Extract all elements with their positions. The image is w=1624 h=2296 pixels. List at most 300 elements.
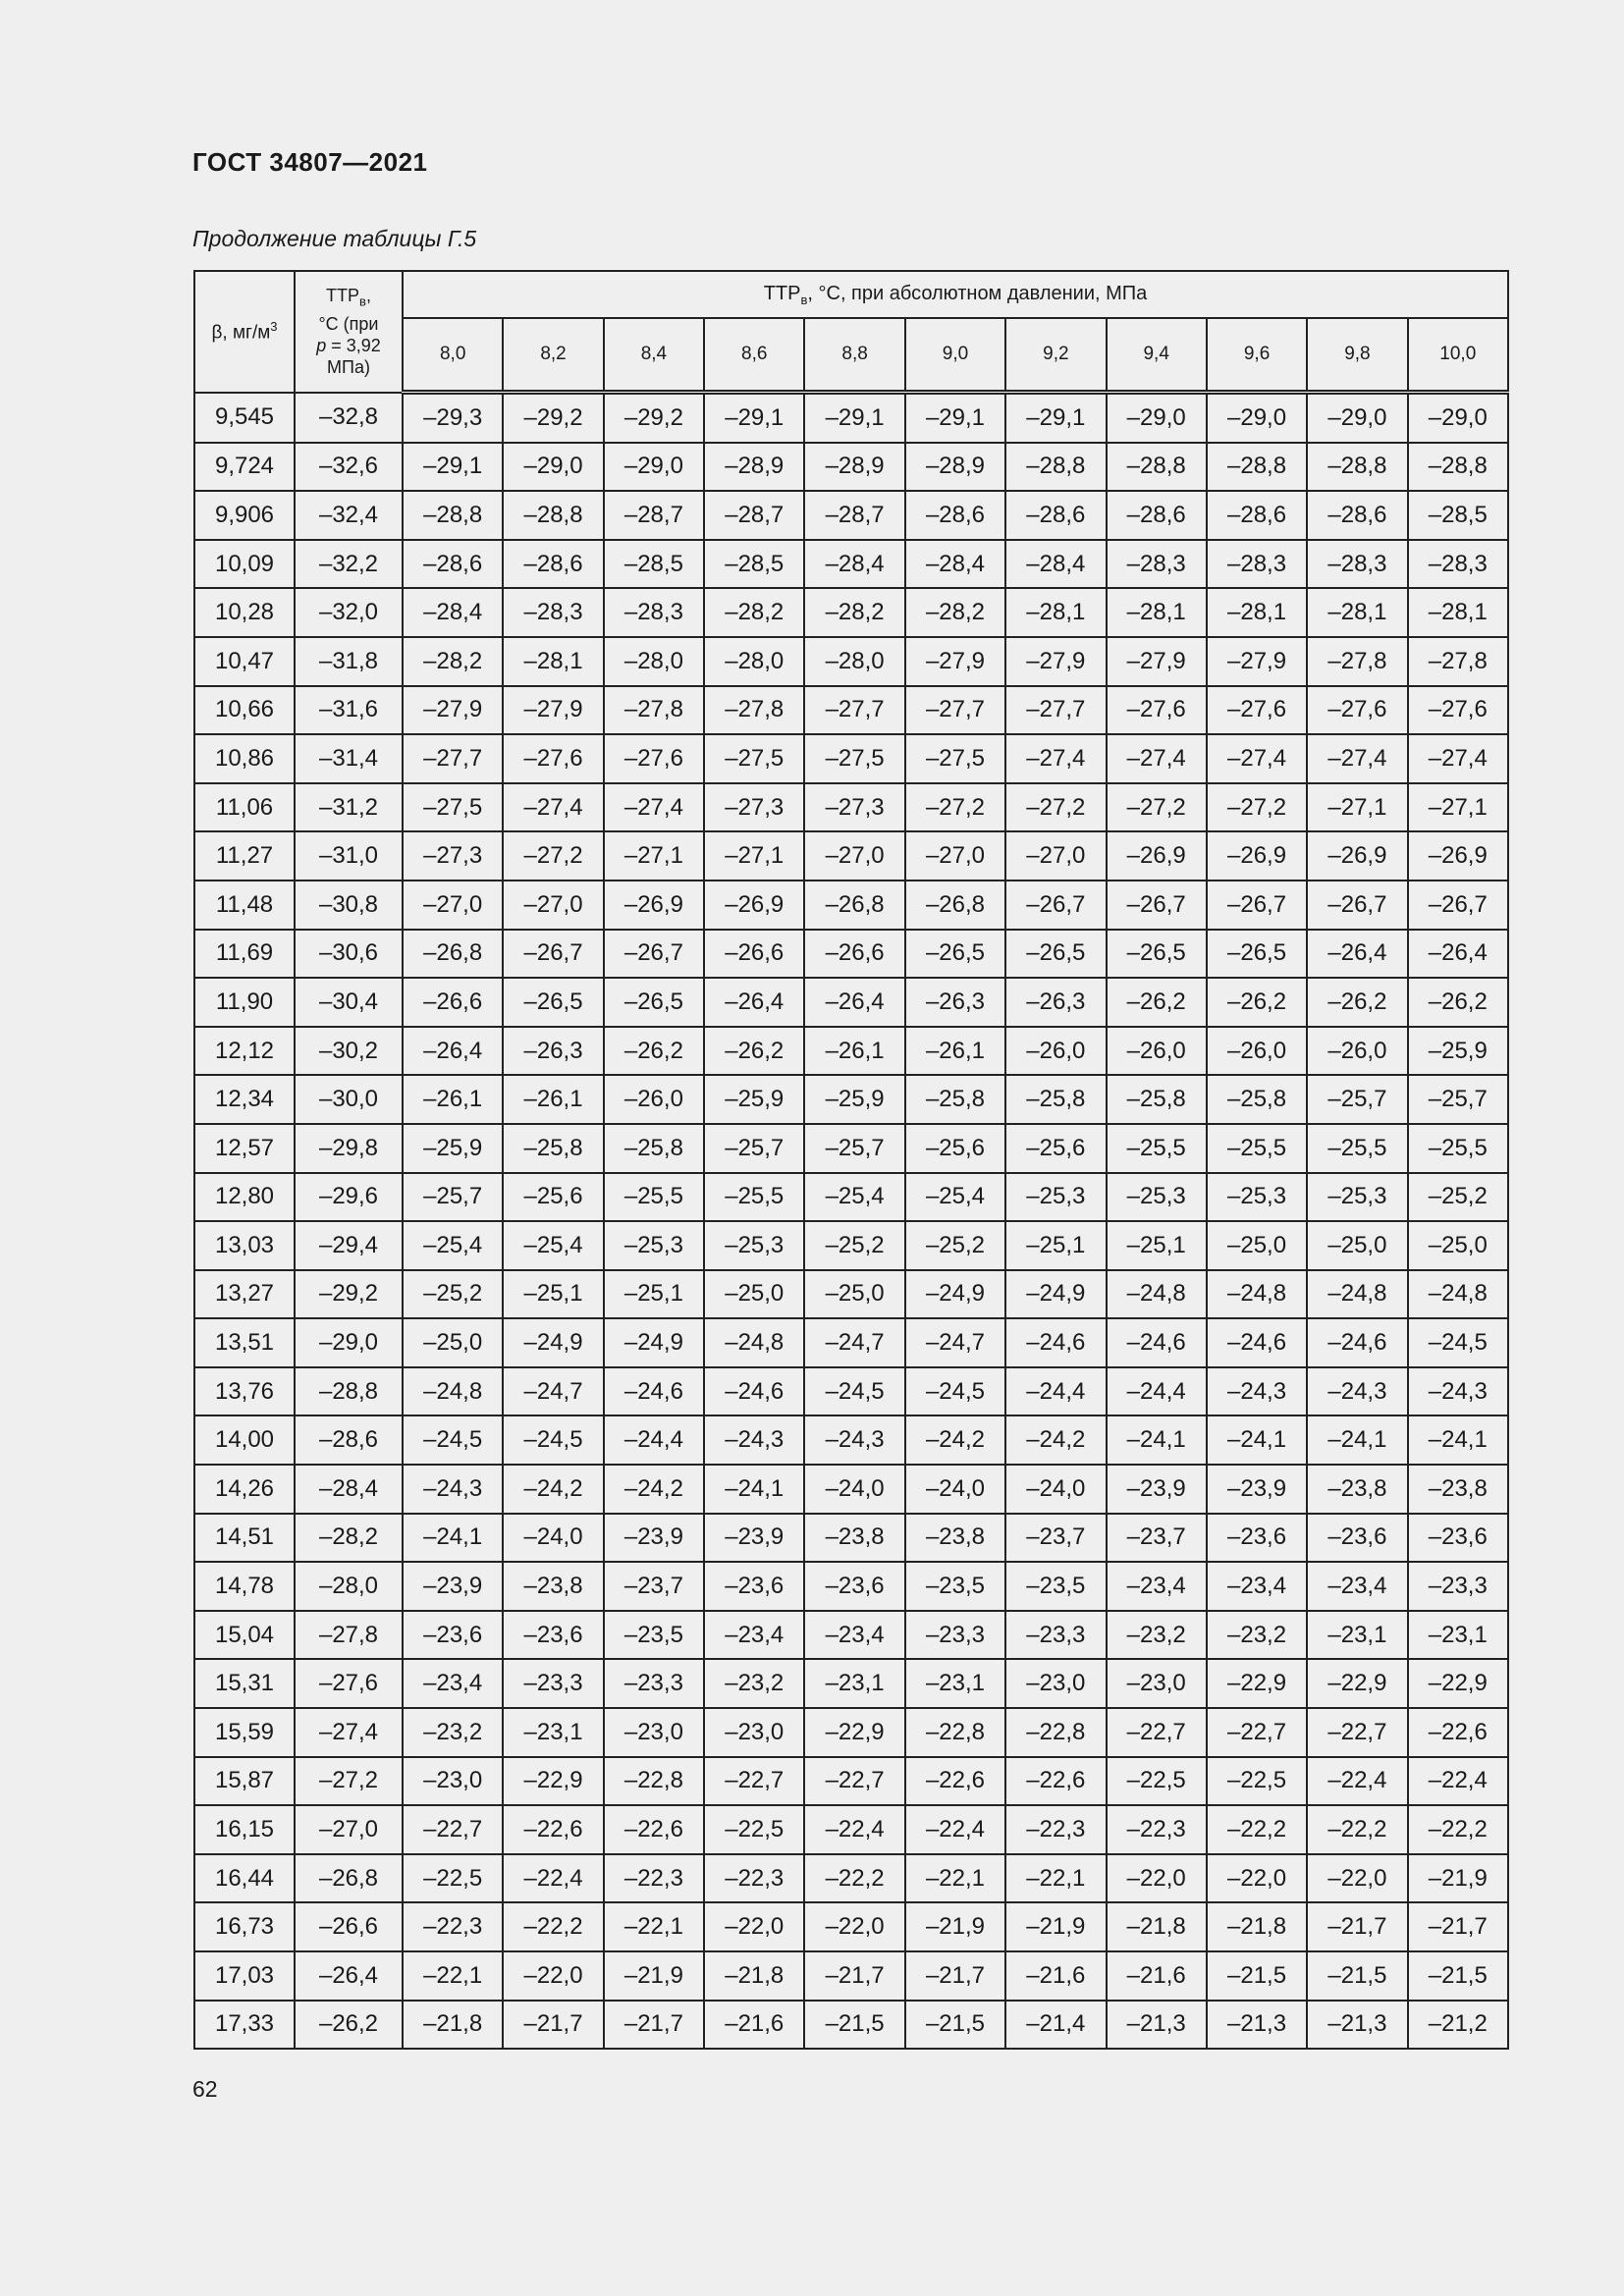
ttp-value-cell: –25,3 <box>704 1221 804 1270</box>
ttp-value-cell: –24,3 <box>804 1415 904 1465</box>
ttp-value-cell: –26,6 <box>704 930 804 979</box>
ttp-value-cell: –24,1 <box>1207 1415 1307 1465</box>
ttp-value-cell: –28,1 <box>1408 588 1508 637</box>
ttp-value-cell: –28,6 <box>1207 491 1307 540</box>
beta-cell: 13,03 <box>194 1221 295 1270</box>
ttp-value-cell: –28,2 <box>403 637 503 686</box>
beta-cell: 14,26 <box>194 1465 295 1514</box>
beta-cell: 14,00 <box>194 1415 295 1465</box>
ttp-value-cell: –25,3 <box>1207 1173 1307 1222</box>
ttp-value-cell: –28,2 <box>704 588 804 637</box>
header-group-a: ТТР <box>763 282 801 304</box>
ttp-base-cell: –30,2 <box>295 1027 403 1076</box>
ttp-value-cell: –21,3 <box>1207 2001 1307 2050</box>
ttp-value-cell: –23,3 <box>1408 1562 1508 1611</box>
ttp-value-cell: –25,5 <box>1307 1124 1407 1173</box>
ttp-value-cell: –28,7 <box>704 491 804 540</box>
ttp-value-cell: –24,5 <box>503 1415 603 1465</box>
ttp-value-cell: –26,2 <box>1107 978 1207 1027</box>
ttp-value-cell: –24,0 <box>503 1514 603 1563</box>
ttp-value-cell: –28,1 <box>1307 588 1407 637</box>
ttp-value-cell: –22,6 <box>1408 1708 1508 1757</box>
header-ttp-e: МПа) <box>327 357 370 378</box>
ttp-base-cell: –27,8 <box>295 1611 403 1660</box>
ttp-value-cell: –27,7 <box>804 686 904 735</box>
ttp-value-cell: –22,4 <box>905 1805 1005 1854</box>
table-row <box>194 1611 1508 1660</box>
ttp-value-cell: –26,9 <box>604 881 704 930</box>
ttp-value-cell: –23,7 <box>604 1562 704 1611</box>
ttp-value-cell: –26,8 <box>905 881 1005 930</box>
ttp-value-cell: –21,8 <box>1107 1902 1207 1951</box>
ttp-value-cell: –25,7 <box>804 1124 904 1173</box>
ttp-value-cell: –22,6 <box>905 1757 1005 1806</box>
ttp-value-cell: –28,4 <box>804 540 904 589</box>
ttp-value-cell: –23,1 <box>905 1659 1005 1708</box>
ttp-value-cell: –27,7 <box>905 686 1005 735</box>
ttp-base-cell: –29,8 <box>295 1124 403 1173</box>
ttp-value-cell: –22,0 <box>1107 1854 1207 1903</box>
ttp-value-cell: –26,5 <box>1005 930 1106 979</box>
ttp-value-cell: –29,3 <box>403 393 503 443</box>
ttp-value-cell: –28,6 <box>403 540 503 589</box>
table-caption: Продолжение таблицы Г.5 <box>192 226 477 251</box>
ttp-value-cell: –27,0 <box>905 831 1005 881</box>
table-row <box>194 1173 1508 1222</box>
ttp-value-cell: –29,2 <box>604 393 704 443</box>
ttp-value-cell: –24,2 <box>604 1465 704 1514</box>
beta-cell: 13,27 <box>194 1270 295 1319</box>
ttp-value-cell: –25,3 <box>1307 1173 1407 1222</box>
ttp-value-cell: –24,4 <box>1107 1367 1207 1416</box>
ttp-value-cell: –27,6 <box>1207 686 1307 735</box>
ttp-value-cell: –28,3 <box>1307 540 1407 589</box>
ttp-value-cell: –22,3 <box>1107 1805 1207 1854</box>
ttp-value-cell: –24,8 <box>1408 1270 1508 1319</box>
table-row <box>194 1124 1508 1173</box>
ttp-value-cell: –26,4 <box>804 978 904 1027</box>
ttp-value-cell: –23,2 <box>403 1708 503 1757</box>
ttp-value-cell: –21,5 <box>1408 1951 1508 2001</box>
table-row <box>194 1027 1508 1076</box>
ttp-value-cell: –28,5 <box>604 540 704 589</box>
ttp-value-cell: –27,4 <box>1408 734 1508 783</box>
ttp-value-cell: –24,3 <box>1307 1367 1407 1416</box>
ttp-value-cell: –26,5 <box>503 978 603 1027</box>
ttp-value-cell: –25,9 <box>403 1124 503 1173</box>
ttp-value-cell: –25,8 <box>604 1124 704 1173</box>
ttp-base-cell: –27,2 <box>295 1757 403 1806</box>
ttp-value-cell: –26,2 <box>1207 978 1307 1027</box>
ttp-value-cell: –25,7 <box>704 1124 804 1173</box>
table-row <box>194 831 1508 881</box>
ttp-value-cell: –24,1 <box>403 1514 503 1563</box>
ttp-value-cell: –23,4 <box>804 1611 904 1660</box>
table-row <box>194 1270 1508 1319</box>
table-row <box>194 881 1508 930</box>
ttp-value-cell: –28,0 <box>804 637 904 686</box>
ttp-value-cell: –24,1 <box>1408 1415 1508 1465</box>
ttp-base-cell: –28,2 <box>295 1514 403 1563</box>
ttp-value-cell: –27,9 <box>1107 637 1207 686</box>
ttp-base-cell: –31,0 <box>295 831 403 881</box>
ttp-value-cell: –22,7 <box>1107 1708 1207 1757</box>
ttp-value-cell: –22,5 <box>704 1805 804 1854</box>
ttp-value-cell: –22,1 <box>604 1902 704 1951</box>
ttp-value-cell: –27,2 <box>1207 783 1307 832</box>
ttp-value-cell: –28,1 <box>1207 588 1307 637</box>
ttp-base-cell: –30,4 <box>295 978 403 1027</box>
beta-cell: 15,04 <box>194 1611 295 1660</box>
ttp-value-cell: –28,4 <box>905 540 1005 589</box>
beta-cell: 10,66 <box>194 686 295 735</box>
ttp-value-cell: –25,9 <box>704 1075 804 1124</box>
ttp-value-cell: –25,6 <box>905 1124 1005 1173</box>
table-row <box>194 491 1508 540</box>
ttp-value-cell: –21,9 <box>905 1902 1005 1951</box>
ttp-value-cell: –29,0 <box>1408 393 1508 443</box>
ttp-value-cell: –27,6 <box>1408 686 1508 735</box>
ttp-value-cell: –27,9 <box>1207 637 1307 686</box>
ttp-base-cell: –31,4 <box>295 734 403 783</box>
ttp-base-cell: –30,8 <box>295 881 403 930</box>
ttp-value-cell: –23,2 <box>1207 1611 1307 1660</box>
header-ttp-p: p <box>316 336 327 356</box>
ttp-value-cell: –28,4 <box>1005 540 1106 589</box>
ttp-value-cell: –28,0 <box>604 637 704 686</box>
ttp-value-cell: –22,8 <box>905 1708 1005 1757</box>
ttp-value-cell: –24,6 <box>1005 1318 1106 1367</box>
ttp-value-cell: –28,7 <box>804 491 904 540</box>
beta-cell: 11,48 <box>194 881 295 930</box>
ttp-value-cell: –22,7 <box>804 1757 904 1806</box>
ttp-value-cell: –25,5 <box>1107 1124 1207 1173</box>
ttp-value-cell: –25,4 <box>804 1173 904 1222</box>
ttp-value-cell: –24,5 <box>905 1367 1005 1416</box>
ttp-value-cell: –27,1 <box>1408 783 1508 832</box>
beta-cell: 16,15 <box>194 1805 295 1854</box>
ttp-value-cell: –25,4 <box>503 1221 603 1270</box>
ttp-value-cell: –27,4 <box>1307 734 1407 783</box>
beta-cell: 10,47 <box>194 637 295 686</box>
ttp-value-cell: –28,9 <box>905 443 1005 492</box>
ttp-value-cell: –26,5 <box>1107 930 1207 979</box>
ttp-base-cell: –31,6 <box>295 686 403 735</box>
ttp-value-cell: –25,1 <box>503 1270 603 1319</box>
ttp-value-cell: –21,8 <box>403 2001 503 2050</box>
ttp-value-cell: –29,0 <box>1207 393 1307 443</box>
ttp-value-cell: –24,7 <box>804 1318 904 1367</box>
data-table <box>193 270 1509 2050</box>
table-row <box>194 588 1508 637</box>
ttp-value-cell: –21,5 <box>905 2001 1005 2050</box>
beta-cell: 10,09 <box>194 540 295 589</box>
ttp-value-cell: –22,5 <box>403 1854 503 1903</box>
ttp-base-cell: –32,8 <box>295 393 403 443</box>
ttp-value-cell: –25,0 <box>403 1318 503 1367</box>
header-ttp-sub: в <box>359 294 366 310</box>
ttp-value-cell: –28,6 <box>1005 491 1106 540</box>
beta-cell: 12,34 <box>194 1075 295 1124</box>
ttp-value-cell: –25,2 <box>403 1270 503 1319</box>
header-pressure-cell: 9,2 <box>1005 318 1106 393</box>
ttp-value-cell: –22,4 <box>503 1854 603 1903</box>
table-row <box>194 1805 1508 1854</box>
ttp-value-cell: –28,3 <box>503 588 603 637</box>
ttp-value-cell: –21,8 <box>1207 1902 1307 1951</box>
ttp-value-cell: –27,2 <box>1107 783 1207 832</box>
ttp-base-cell: –26,2 <box>295 2001 403 2050</box>
table-row <box>194 1465 1508 1514</box>
ttp-value-cell: –22,8 <box>604 1757 704 1806</box>
ttp-value-cell: –22,9 <box>1207 1659 1307 1708</box>
ttp-value-cell: –26,9 <box>1207 831 1307 881</box>
ttp-value-cell: –26,0 <box>1107 1027 1207 1076</box>
ttp-value-cell: –22,2 <box>1207 1805 1307 1854</box>
ttp-value-cell: –21,7 <box>804 1951 904 2001</box>
ttp-base-cell: –27,0 <box>295 1805 403 1854</box>
table-row <box>194 1562 1508 1611</box>
ttp-value-cell: –26,0 <box>604 1075 704 1124</box>
ttp-base-cell: –32,6 <box>295 443 403 492</box>
document-title: ГОСТ 34807—2021 <box>192 147 428 177</box>
beta-cell: 13,76 <box>194 1367 295 1416</box>
ttp-value-cell: –24,7 <box>503 1367 603 1416</box>
ttp-value-cell: –23,3 <box>1005 1611 1106 1660</box>
ttp-value-cell: –22,0 <box>1307 1854 1407 1903</box>
ttp-value-cell: –26,0 <box>1005 1027 1106 1076</box>
header-beta-sup: 3 <box>270 319 278 335</box>
beta-cell: 9,545 <box>194 393 295 443</box>
ttp-value-cell: –25,8 <box>1107 1075 1207 1124</box>
ttp-value-cell: –27,4 <box>503 783 603 832</box>
table-header <box>194 271 1508 393</box>
ttp-value-cell: –28,2 <box>804 588 904 637</box>
ttp-value-cell: –26,4 <box>704 978 804 1027</box>
ttp-value-cell: –25,1 <box>1005 1221 1106 1270</box>
ttp-value-cell: –27,4 <box>1207 734 1307 783</box>
table-row <box>194 930 1508 979</box>
ttp-value-cell: –24,6 <box>1307 1318 1407 1367</box>
beta-cell: 10,86 <box>194 734 295 783</box>
ttp-base-cell: –29,2 <box>295 1270 403 1319</box>
ttp-value-cell: –23,9 <box>704 1514 804 1563</box>
ttp-value-cell: –27,0 <box>804 831 904 881</box>
ttp-value-cell: –23,4 <box>1207 1562 1307 1611</box>
ttp-value-cell: –26,7 <box>1107 881 1207 930</box>
beta-cell: 9,724 <box>194 443 295 492</box>
beta-cell: 11,69 <box>194 930 295 979</box>
ttp-value-cell: –27,1 <box>704 831 804 881</box>
ttp-value-cell: –22,6 <box>503 1805 603 1854</box>
table-row <box>194 1367 1508 1416</box>
ttp-value-cell: –28,0 <box>704 637 804 686</box>
ttp-value-cell: –27,3 <box>804 783 904 832</box>
header-ttp-a: ТТР <box>326 286 360 306</box>
ttp-value-cell: –25,6 <box>1005 1124 1106 1173</box>
ttp-value-cell: –28,3 <box>604 588 704 637</box>
ttp-base-cell: –32,4 <box>295 491 403 540</box>
ttp-value-cell: –27,6 <box>1307 686 1407 735</box>
table-row <box>194 1854 1508 1903</box>
ttp-value-cell: –26,7 <box>503 930 603 979</box>
header-pressure-cell: 8,6 <box>704 318 804 393</box>
ttp-value-cell: –23,4 <box>1307 1562 1407 1611</box>
ttp-value-cell: –23,0 <box>403 1757 503 1806</box>
ttp-value-cell: –21,6 <box>1005 1951 1106 2001</box>
header-ttp-d: = 3,92 <box>326 336 381 356</box>
ttp-value-cell: –22,3 <box>704 1854 804 1903</box>
ttp-value-cell: –27,6 <box>604 734 704 783</box>
ttp-value-cell: –23,9 <box>1207 1465 1307 1514</box>
ttp-value-cell: –27,5 <box>804 734 904 783</box>
ttp-value-cell: –25,0 <box>1307 1221 1407 1270</box>
ttp-base-cell: –32,0 <box>295 588 403 637</box>
header-beta-label: β, мг/м <box>211 322 271 344</box>
ttp-value-cell: –26,9 <box>1107 831 1207 881</box>
ttp-value-cell: –25,8 <box>1005 1075 1106 1124</box>
table-row <box>194 2001 1508 2050</box>
header-group-sub: в <box>800 292 808 307</box>
table-row <box>194 1221 1508 1270</box>
ttp-value-cell: –26,2 <box>604 1027 704 1076</box>
table-row <box>194 1514 1508 1563</box>
beta-cell: 12,12 <box>194 1027 295 1076</box>
ttp-value-cell: –25,4 <box>905 1173 1005 1222</box>
ttp-base-cell: –29,6 <box>295 1173 403 1222</box>
ttp-value-cell: –27,8 <box>604 686 704 735</box>
ttp-value-cell: –23,9 <box>604 1514 704 1563</box>
ttp-value-cell: –23,6 <box>1307 1514 1407 1563</box>
ttp-value-cell: –23,6 <box>503 1611 603 1660</box>
ttp-value-cell: –28,5 <box>704 540 804 589</box>
ttp-value-cell: –22,9 <box>503 1757 603 1806</box>
ttp-base-cell: –28,0 <box>295 1562 403 1611</box>
ttp-value-cell: –22,6 <box>604 1805 704 1854</box>
ttp-value-cell: –23,8 <box>804 1514 904 1563</box>
header-ttp-base <box>295 271 403 393</box>
ttp-value-cell: –24,0 <box>1005 1465 1106 1514</box>
ttp-value-cell: –27,2 <box>1005 783 1106 832</box>
ttp-value-cell: –22,3 <box>1005 1805 1106 1854</box>
ttp-value-cell: –28,8 <box>503 491 603 540</box>
ttp-value-cell: –27,1 <box>604 831 704 881</box>
ttp-value-cell: –24,2 <box>1005 1415 1106 1465</box>
ttp-value-cell: –29,1 <box>804 393 904 443</box>
ttp-value-cell: –24,6 <box>604 1367 704 1416</box>
beta-cell: 11,06 <box>194 783 295 832</box>
ttp-value-cell: –27,6 <box>1107 686 1207 735</box>
ttp-base-cell: –32,2 <box>295 540 403 589</box>
ttp-value-cell: –24,8 <box>704 1318 804 1367</box>
ttp-value-cell: –23,5 <box>604 1611 704 1660</box>
ttp-base-cell: –30,6 <box>295 930 403 979</box>
ttp-value-cell: –26,3 <box>503 1027 603 1076</box>
header-beta <box>194 271 295 393</box>
ttp-base-cell: –29,4 <box>295 1221 403 1270</box>
ttp-value-cell: –27,9 <box>403 686 503 735</box>
ttp-value-cell: –24,3 <box>1408 1367 1508 1416</box>
ttp-base-cell: –27,4 <box>295 1708 403 1757</box>
ttp-value-cell: –23,1 <box>1307 1611 1407 1660</box>
ttp-value-cell: –28,8 <box>1408 443 1508 492</box>
ttp-base-cell: –29,0 <box>295 1318 403 1367</box>
ttp-value-cell: –21,2 <box>1408 2001 1508 2050</box>
ttp-value-cell: –28,7 <box>604 491 704 540</box>
ttp-value-cell: –29,0 <box>503 443 603 492</box>
beta-cell: 15,87 <box>194 1757 295 1806</box>
ttp-value-cell: –22,4 <box>1307 1757 1407 1806</box>
ttp-value-cell: –22,2 <box>1408 1805 1508 1854</box>
beta-cell: 11,27 <box>194 831 295 881</box>
ttp-value-cell: –25,3 <box>1005 1173 1106 1222</box>
ttp-value-cell: –23,6 <box>1408 1514 1508 1563</box>
ttp-value-cell: –21,6 <box>704 2001 804 2050</box>
ttp-value-cell: –24,1 <box>1107 1415 1207 1465</box>
ttp-value-cell: –29,2 <box>503 393 603 443</box>
ttp-value-cell: –25,9 <box>1408 1027 1508 1076</box>
header-pressure-cell: 10,0 <box>1408 318 1508 393</box>
ttp-value-cell: –22,5 <box>1207 1757 1307 1806</box>
ttp-value-cell: –21,4 <box>1005 2001 1106 2050</box>
ttp-value-cell: –26,8 <box>804 881 904 930</box>
header-pressure-cell: 9,6 <box>1207 318 1307 393</box>
ttp-value-cell: –21,5 <box>804 2001 904 2050</box>
ttp-value-cell: –27,8 <box>1408 637 1508 686</box>
ttp-value-cell: –23,8 <box>905 1514 1005 1563</box>
ttp-value-cell: –29,0 <box>604 443 704 492</box>
ttp-value-cell: –22,9 <box>1408 1659 1508 1708</box>
ttp-value-cell: –22,9 <box>804 1708 904 1757</box>
ttp-value-cell: –22,1 <box>905 1854 1005 1903</box>
ttp-value-cell: –23,4 <box>704 1611 804 1660</box>
ttp-value-cell: –28,1 <box>1107 588 1207 637</box>
ttp-value-cell: –21,6 <box>1107 1951 1207 2001</box>
header-pressure-cell: 9,4 <box>1107 318 1207 393</box>
ttp-value-cell: –27,7 <box>1005 686 1106 735</box>
ttp-value-cell: –23,3 <box>604 1659 704 1708</box>
ttp-value-cell: –28,8 <box>1005 443 1106 492</box>
ttp-value-cell: –26,2 <box>1408 978 1508 1027</box>
ttp-value-cell: –22,1 <box>1005 1854 1106 1903</box>
ttp-value-cell: –24,1 <box>1307 1415 1407 1465</box>
ttp-base-cell: –28,4 <box>295 1465 403 1514</box>
ttp-value-cell: –24,5 <box>804 1367 904 1416</box>
header-pressure-cell: 8,8 <box>804 318 904 393</box>
table-row <box>194 1659 1508 1708</box>
beta-cell: 14,51 <box>194 1514 295 1563</box>
ttp-value-cell: –21,9 <box>1005 1902 1106 1951</box>
ttp-value-cell: –25,5 <box>1207 1124 1307 1173</box>
ttp-value-cell: –26,4 <box>1408 930 1508 979</box>
ttp-value-cell: –25,5 <box>704 1173 804 1222</box>
ttp-value-cell: –23,8 <box>1307 1465 1407 1514</box>
table-row <box>194 540 1508 589</box>
ttp-value-cell: –22,2 <box>503 1902 603 1951</box>
ttp-value-cell: –26,6 <box>804 930 904 979</box>
ttp-base-cell: –28,8 <box>295 1367 403 1416</box>
beta-cell: 11,90 <box>194 978 295 1027</box>
ttp-value-cell: –21,9 <box>1408 1854 1508 1903</box>
ttp-value-cell: –28,8 <box>1307 443 1407 492</box>
table-row <box>194 1951 1508 2001</box>
ttp-value-cell: –23,6 <box>403 1611 503 1660</box>
ttp-value-cell: –22,0 <box>704 1902 804 1951</box>
ttp-value-cell: –28,1 <box>503 637 603 686</box>
ttp-value-cell: –27,0 <box>403 881 503 930</box>
ttp-value-cell: –25,2 <box>1408 1173 1508 1222</box>
table-row <box>194 734 1508 783</box>
